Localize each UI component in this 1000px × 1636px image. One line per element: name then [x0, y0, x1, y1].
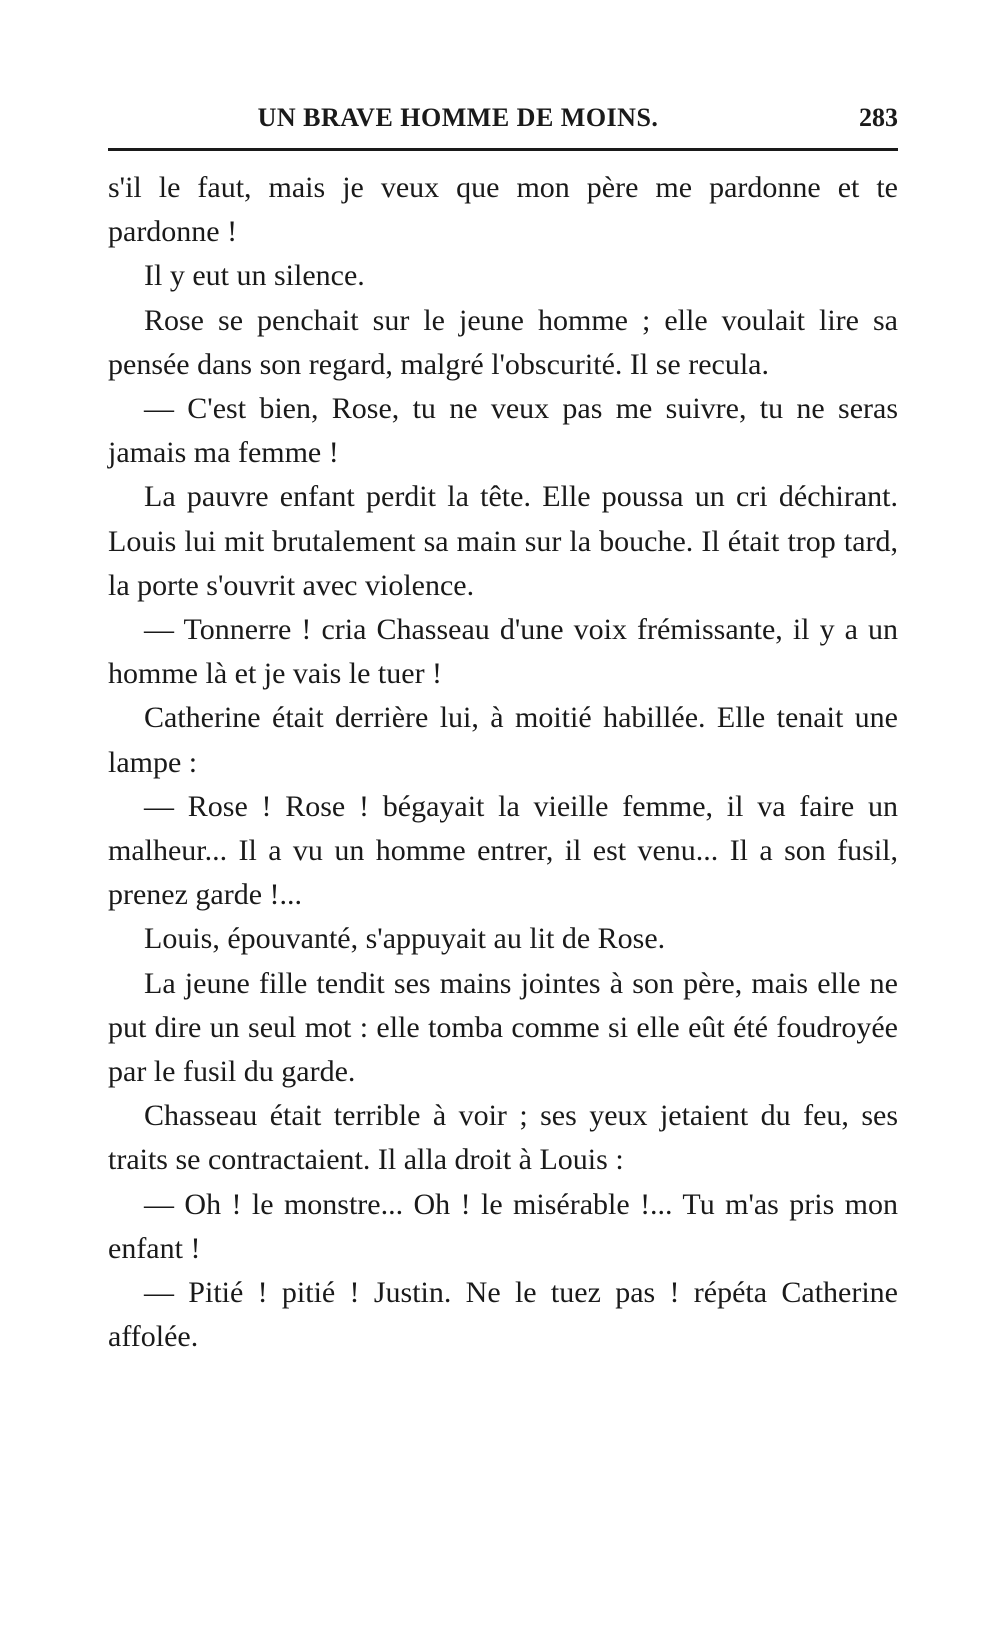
paragraph-12: — Oh ! le monstre... Oh ! le misérable !... Tu m'as pris mon enfant !: [108, 1187, 898, 1265]
page-header: [108, 103, 898, 143]
paragraph-6: — Tonnerre ! cria Chasseau d'une voix frémissante, il y a un homme là et je vais le tuer !: [108, 613, 898, 691]
running-title: UN BRAVE HOMME DE MOINS.: [257, 103, 659, 132]
body-text: [108, 166, 898, 1359]
paragraph-5: La pauvre enfant perdit la tête. Elle poussa un cri déchirant. Louis lui mit brutalement sa main sur la bouche. Il était trop tard, la porte s'ouvrit avec violence.: [108, 480, 898, 602]
page-number: 283: [859, 103, 898, 132]
paragraph-9: Louis, épouvanté, s'appuyait au lit de Rose.: [144, 922, 666, 956]
paragraph-3: Rose se penchait sur le jeune homme ; elle voulait lire sa pensée dans son regard, malgré l'obscurité. Il se recula.: [108, 303, 898, 381]
paragraph-7: Catherine était derrière lui, à moitié habillée. Elle tenait une lampe :: [108, 701, 898, 779]
paragraph-4: — C'est bien, Rose, tu ne veux pas me suivre, tu ne seras jamais ma femme !: [108, 392, 898, 470]
paragraph-11: Chasseau était terrible à voir ; ses yeux jetaient du feu, ses traits se contractaient. Il alla droit à Louis :: [108, 1099, 898, 1177]
paragraph-8: — Rose ! Rose ! bégayait la vieille femme, il va faire un malheur... Il a vu un homme entrer, il est venu... Il a son fusil, prenez garde !...: [108, 789, 898, 912]
paragraph-10: La jeune fille tendit ses mains jointes à son père, mais elle ne put dire un seul mot : elle tomba comme si elle eût été foudroyée par le fusil du garde.: [108, 966, 898, 1089]
paragraph-1: s'il le faut, mais je veux que mon père me pardonne et te pardonne !: [108, 171, 898, 249]
header-rule: [108, 148, 898, 151]
paragraph-13: — Pitié ! pitié ! Justin. Ne le tuez pas ! répéta Catherine affolée.: [108, 1276, 898, 1354]
paragraph-2: Il y eut un silence.: [144, 259, 365, 293]
